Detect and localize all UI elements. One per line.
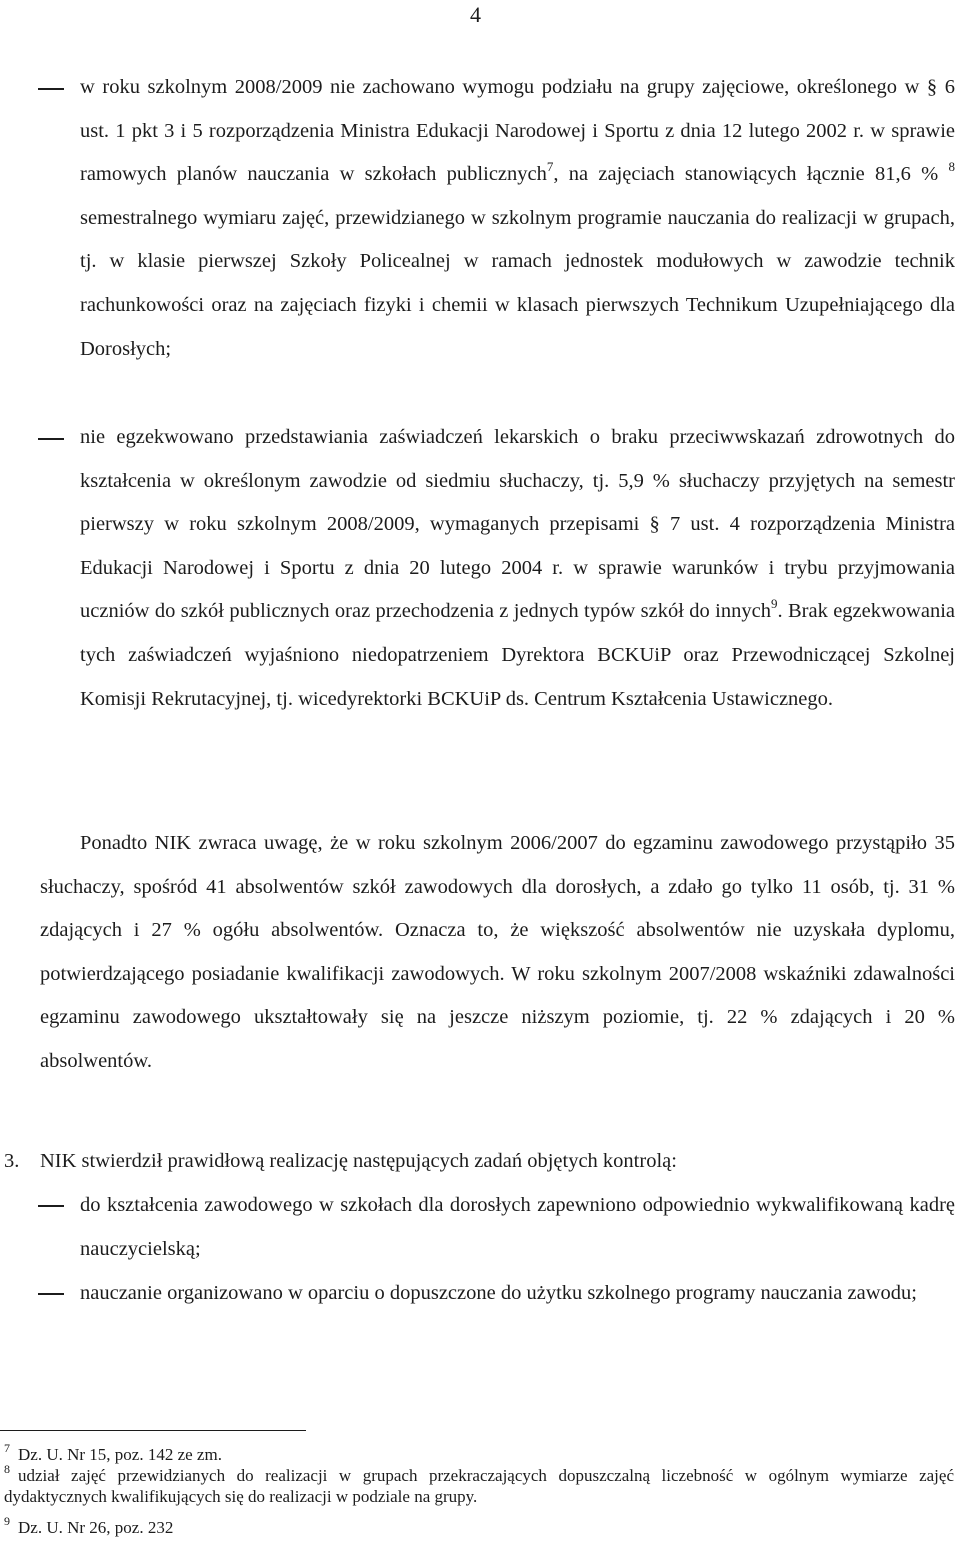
list-item-text: semestralnego wymiaru zajęć, przewidzianego w szkolnym programie nauczania do realizacji w grupach, tj. w klasie pierwszej Szkoły Policealnej w ramach jednostek modułowych w zawodzie technik rachunkowości oraz na zajęciach fizyki i chemii w klasach pierwszych Technikum Uzupełniającego dla Dorosłych; xyxy=(80,206,955,360)
footnote-text: Dz. U. Nr 26, poz. 232 xyxy=(18,1518,174,1537)
footnote-text: Dz. U. Nr 15, poz. 142 ze zm. xyxy=(18,1445,222,1464)
footnote-number: 9 xyxy=(4,1514,10,1528)
section-number: 3. xyxy=(4,1150,20,1172)
footnote-rule xyxy=(0,1430,306,1431)
list-item-text: w roku szkolnym 2008/2009 nie zachowano wymogu podziału na grupy zajęciowe, określonego w § 6 ust. 1 pkt 3 i 5 rozporządzenia Ministra Edukacji Narodowej i Sportu z dnia 12 lutego 2002 r. w sprawie ramowych planów nauczania w szkołach publicznych xyxy=(80,76,955,186)
footnote-ref: 9 xyxy=(770,596,778,612)
footnote-text: udział zajęć przewidzianych do realizacji w grupach przekraczających dopuszczalną liczebność w ogólnym wymiarze zajęć dydaktycznych kwalifikujących się do realizacji w podziale na grupy. xyxy=(4,1466,954,1506)
footnote xyxy=(4,1514,954,1538)
footnote xyxy=(4,1441,954,1465)
list-item-text: nie egzekwowano przedstawiania zaświadczeń lekarskich o braku przeciwwskazań zdrowotnych do kształcenia w określonym zawodzie od siedmiu słuchaczy, tj. 5,9 % słuchaczy przyjętych na semestr pierwszy w roku szkolnym 2008/2009, wymaganych przepisami § 7 ust. 4 rozporządzenia Ministra Edukacji Narodowej i Sportu z dnia 20 lutego 2004 r. w sprawie warunków i trybu przyjmowania uczniów do szkół publicznych oraz przechodzenia z jednych typów szkół do innych xyxy=(80,426,955,623)
footnote-ref: 7 xyxy=(546,159,554,175)
list-dash xyxy=(38,88,64,90)
footnote-number: 7 xyxy=(4,1441,10,1455)
list-dash xyxy=(38,1293,64,1295)
section-heading: NIK stwierdził prawidłową realizację następujących zadań objętych kontrolą: xyxy=(40,1150,677,1172)
list-item xyxy=(80,66,955,371)
body-paragraph: Ponadto NIK zwraca uwagę, że w roku szkolnym 2006/2007 do egzaminu zawodowego przystąpiło 35 słuchaczy, spośród 41 absolwentów szkół zawodowych dla dorosłych, a zdało go tylko 11 osób, tj. 31 % zdających i 27 % ogółu absolwentów. Oznacza to, że większość absolwentów nie uzyskała dyplomu, potwierdzającego posiadanie kwalifikacji zawodowych. W roku szkolnym 2007/2008 wskaźniki zdawalności egzaminu zawodowego ukształtowały się na jeszcze niższym poziomie, tj. 22 % zdających i 20 % absolwentów. xyxy=(40,832,955,1072)
list-dash xyxy=(38,438,64,440)
list-item: do kształcenia zawodowego w szkołach dla dorosłych zapewniono odpowiednio wykwalifikowaną kadrę nauczycielską; xyxy=(80,1194,955,1260)
list-item: nauczanie organizowano w oparciu o dopuszczone do użytku szkolnego programy nauczania zawodu; xyxy=(80,1282,917,1304)
list-item-text: , na zajęciach stanowiących łącznie 81,6 % xyxy=(553,163,939,186)
list-dash xyxy=(38,1205,64,1207)
footnote-ref: 8 xyxy=(948,159,956,175)
footnote xyxy=(4,1462,954,1507)
list-item xyxy=(80,416,955,721)
list-item-text: . Brak egzekwowania tych zaświadczeń wyjaśniono niedopatrzeniem Dyrektora BCKUiP oraz Przewodniczącej Szkolnej Komisji Rekrutacyjnej, tj. wicedyrektorki BCKUiP ds. Centrum Kształcenia Ustawicznego. xyxy=(80,600,955,710)
page-number: 4 xyxy=(470,2,481,27)
footnote-number: 8 xyxy=(4,1462,10,1476)
